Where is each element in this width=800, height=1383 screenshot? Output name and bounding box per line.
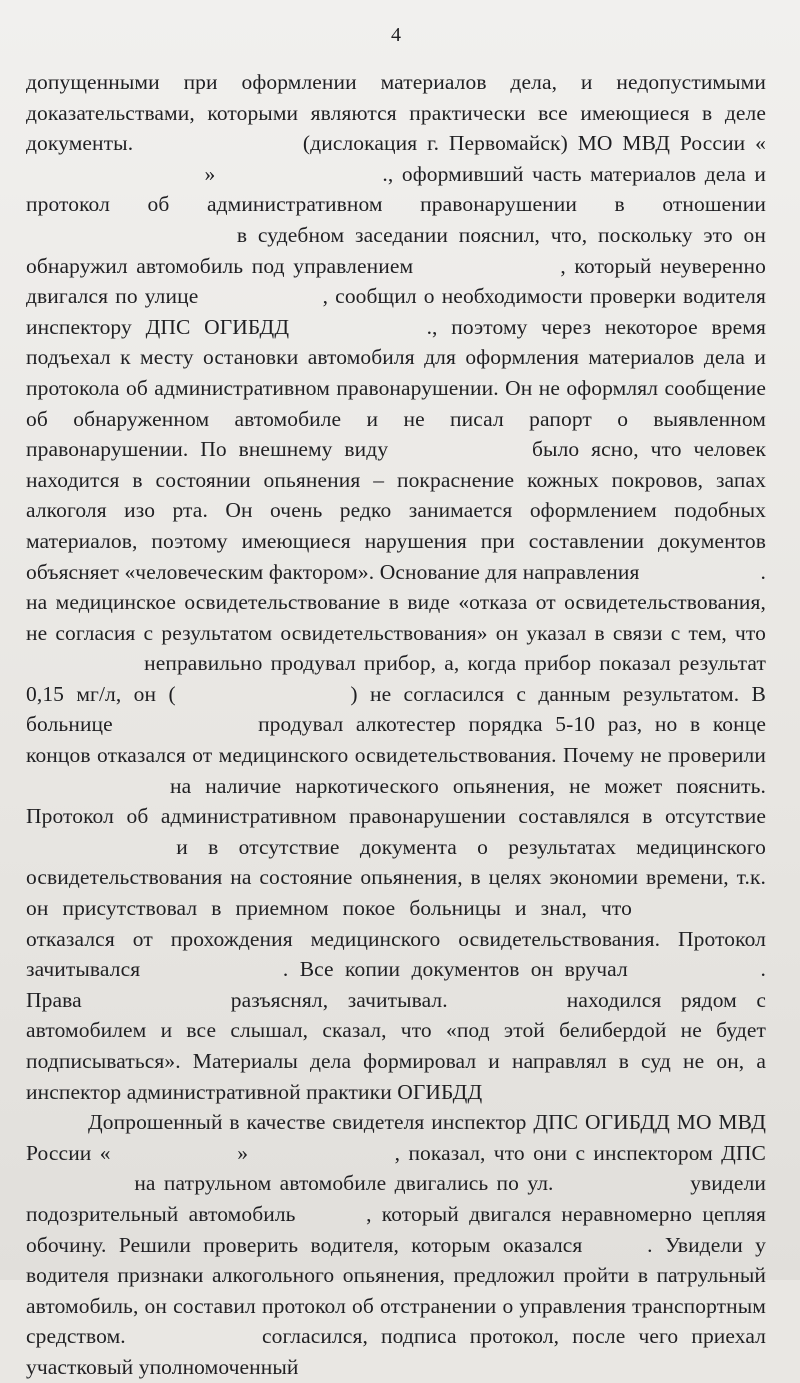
document-body	[26, 67, 766, 1383]
text-segment: , который двигался неравномерно цепляя обочину. Решили проверить водителя, которым оказался	[26, 1201, 767, 1257]
paragraph	[26, 67, 766, 1107]
text-segment: допущенными при оформлении материалов дела, и недопустимыми доказательствами, которыми являются практически все имеющиеся в деле документы.	[26, 70, 766, 156]
text-segment: . Все копии документов он вручал	[282, 957, 628, 982]
text-segment: (дислокация г. Первомайск) МО МВД России «	[302, 131, 766, 156]
text-segment: неправильно продувал прибор, а, когда прибор показал результат 0,15 мг/л, он (	[26, 651, 766, 706]
text-segment: ., поэтому через некоторое время подъехал к месту остановки автомобиля для оформления материалов дела и протокола об административном правонарушении. Он не оформлял сообщение об обнаруженном автомобиле и не писал рапорт о выявленном правонарушении. По внешнему виду	[26, 314, 766, 462]
text-segment: согласился, подписа протокол, после чего приехал участковый уполномоченный	[26, 1324, 766, 1379]
text-segment: ) не согласился с данным результатом. В больнице	[26, 681, 766, 737]
text-segment: в судебном заседании пояснил, что, поскольку это он обнаружил автомобиль под управлением	[26, 222, 766, 278]
text-segment: , показал, что они с инспектором ДПС	[394, 1140, 766, 1165]
text-segment: на наличие наркотического опьянения, не может пояснить. Протокол об административном правонарушении составлялся в отсутствие	[26, 773, 766, 829]
text-segment: разъяснял, зачитывал.	[230, 987, 448, 1012]
text-segment: . на медицинское освидетельствование в виде «отказа от освидетельствования, не согласия с результатом освидетельствования» он указал в связи с тем, что	[26, 559, 766, 645]
page-number: 4	[391, 24, 401, 46]
text-segment: ., оформивший часть материалов дела и протокол об административном правонарушении в отношении	[26, 161, 766, 217]
text-segment: , сообщил о необходимости проверки водителя инспектору ДПС ОГИБДД	[26, 284, 766, 339]
text-segment: находился рядом с автомобилем и все слышал, сказал, что «под этой белибердой не будет подписываться». Материалы дела формировал и направлял в суд не он, а инспектор административной практики ОГИБДД	[26, 987, 766, 1104]
text-segment: »	[204, 161, 216, 186]
text-segment: . Права	[26, 957, 766, 1012]
paragraph	[26, 1107, 766, 1382]
text-segment: . Увидели у водителя признаки алкогольного опьянения, предложил пройти в патрульный автомобиль, он составил протокол об отстранении о управления транспортным средством.	[26, 1232, 766, 1349]
text-segment: , который неуверенно двигался по улице	[26, 253, 766, 309]
text-segment: отказался от прохождения медицинского освидетельствования. Протокол зачитывался	[26, 926, 766, 982]
text-segment: продувал алкотестер порядка 5-10 раз, но в конце концов отказался от медицинского освидетельствования. Почему не проверили	[26, 712, 766, 768]
text-segment: Допрошенный в качестве свидетеля инспектор ДПС ОГИБДД МО МВД России «	[26, 1110, 766, 1165]
text-segment: »	[237, 1140, 249, 1165]
text-segment: было ясно, что человек находится в состоянии опьянения – покраснение кожных покровов, запах алкоголя изо рта. Он очень редко занимается оформлением подобных материалов, поэтому имеющиеся нарушения при составлении документов объясняет «человеческим фактором». Основание для направления	[26, 437, 767, 584]
text-segment: на патрульном автомобиле двигались по ул.	[134, 1171, 554, 1196]
text-segment: увидели подозрительный автомобиль	[26, 1171, 767, 1226]
text-segment: и в отсутствие документа о результатах медицинского освидетельствования на состояние опьянения, в целях экономии времени, т.к. он присутствовал в приемном покое больницы и знал, что	[26, 834, 766, 921]
